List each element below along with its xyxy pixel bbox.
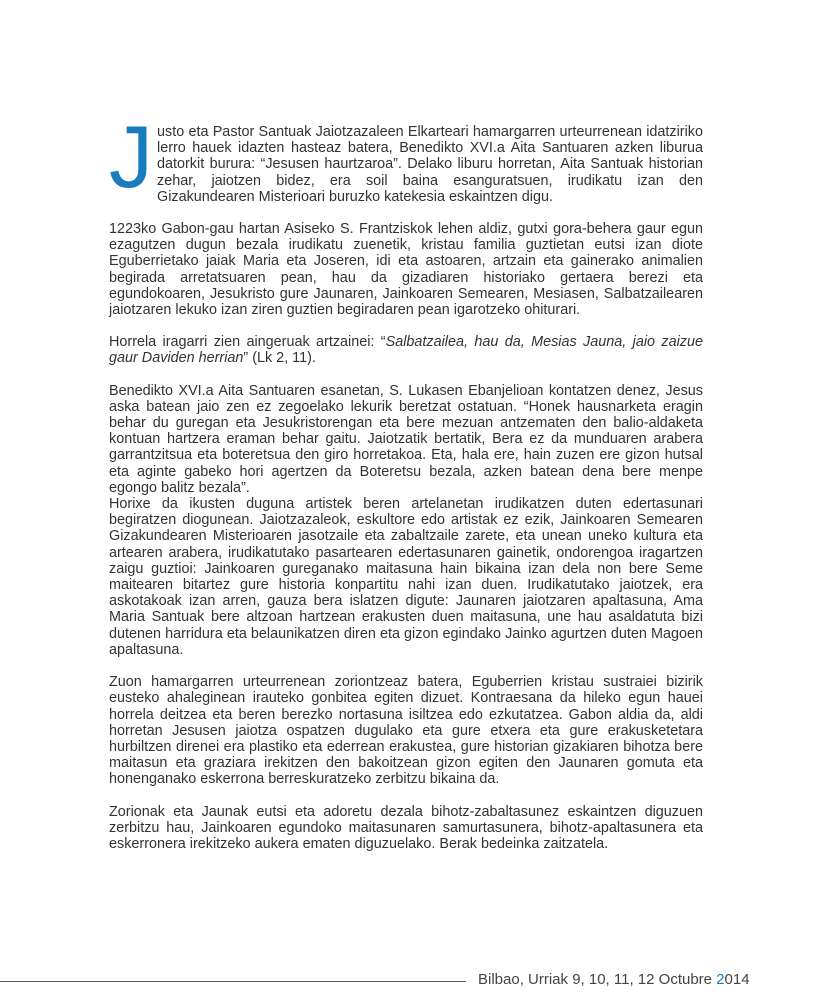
intro-paragraph xyxy=(109,107,703,206)
quote-text: Salbatzailea, hau da, Mesias Jauna, jaio zaizue gaur Daviden herrian xyxy=(109,334,703,367)
footer-place-date xyxy=(478,970,750,990)
quote-reference: ” (Lk 2, 11). xyxy=(243,350,316,367)
footer-divider xyxy=(0,981,466,982)
quote-lead: Horrela iragarri zien aingeruak artzainei: “ xyxy=(109,334,386,351)
footer-year-accent: 2 xyxy=(716,971,725,988)
paragraph-nativity-history: 1223ko Gabon-gau hartan Asiseko S. Frantziskok lehen aldiz, gutxi gora-behera gaur egun ezagutzen dugun bezala irudikatu zuenetik, kristau familia guztietan eutsi izan diote Eguberrietako jaiak Maria eta Joseren, idi eta astoaren, artzain eta gainerako animalien begirada arretatsuaren pean, hau da gizadiaren historiako gertaera berezi eta egundokoaren, Jesukristo gure Jaunaren, Jainkoaren Semearen, Mesiasen, Salbatzailearen jaiotzaren lekuko izan ziren guztien begiradaren pean igarotzeko ohiturari. xyxy=(109,221,703,319)
paragraph-angel-quote xyxy=(109,334,703,366)
article-body xyxy=(109,107,703,868)
page-footer xyxy=(0,970,813,992)
footer-dates: Bilbao, Urriak 9, 10, 11, 12 Octubre xyxy=(478,971,717,988)
footer-year-rest: 014 xyxy=(724,971,750,988)
paragraph-blessing: Zorionak eta Jaunak eutsi eta adoretu dezala bihotz-zabaltasunez eskaintzen diguzuen zerbitzu hau, Jainkoaren egundoko maitasunaren samurtasunera, bihotz-apaltasunera eta eskerronera irekitzeko aukera ematen diguzuelako. Berak bedeinka zaitzatela. xyxy=(109,803,703,852)
dropcap-letter: J xyxy=(109,107,153,206)
paragraph-artists: Horixe da ikusten duguna artistek beren artelanetan irudikatzen duten edertasunari begiratzen diogunean. Jaiotzazaleok, eskultore edo artistak ez ezik, Jainkoaren Semearen Gizakundearen Misterioaren jasotzaile eta zabaltzaile zarete, eta unean uneko kultura eta artearen arabera, irudikatutako pasartearen edertasunaren gainetik, ondorengoa iragartzen zaigu guztioi: Jainkoaren gureganako maitasuna hain bikaina izan dela non bere Seme maitearen bitartez gure historia konpartitu nahi izan duen. Irudikatutako jaiotzek, era askotakoak izan arren, gauza bera islatzen digute: Jaunaren jaiotzaren apaltasuna, Ama Maria Santuak bere altzoan hartzean erakusten duen maitasuna, une hau asaldatuta bizi dutenen harridura eta belaunikatzen diren eta gizon egindako Jainko agurtzen duten Magoen apaltasuna. xyxy=(109,496,703,658)
paragraph-anniversary: Zuon hamargarren urteurrenean zoriontzeaz batera, Eguberrien kristau sustraiei bizirik eusteko ahaleginean irauteko gonbitea egiten dizuet. Kontraesana da hileko egun hauei horrela deitzea eta beren berezko nortasuna isiltzea edo ezkutatzea. Gabon aldia da, aldi horretan Jesusen jaiotza ospatzen dugulako eta gure etxera eta gure erakusketetara hurbiltzen direnei era plastiko eta ederrean erakustea, gure historian gizakiaren bihotza bere maitasun eta graziara irekitzen den bakoitzean gizon egiten den Jaunaren gomuta eta honenganako eskerrona berreskuratzeko zerbitzu bikaina da. xyxy=(109,674,703,788)
paragraph-benedict: Benedikto XVI.a Aita Santuaren esanetan, S. Lukasen Ebanjelioan kontatzen denez, Jesus aska batean jaio zen ez zegoelako lekurik beretzat ostatuan. “Honek hausnarketa eragin behar du guregan eta Jesukristorengan eta bere mezuan antzematen den balio-aldaketa kontuan hartzera eraman behar gaitu. Jaiotzatik bertatik, Bera ez da munduaren arabera garrantzitsua eta boteretsua den giro horretakoa. Eta, hala ere, hain zuzen ere gizon hutsal eta aginte gabeko hori agertzen da Boteretsu bezala, azken batean dena bere menpe egongo balitz bezala”. xyxy=(109,382,703,496)
intro-text: usto eta Pastor Santuak Jaiotzazaleen Elkarteari hamargarren urteurrenean idatziriko lerro hauek idazten hasteaz batera, Benedikto XVI.a Aita Santuaren azken liburua datorkit burura: “Jesusen haurtzaroa”. Delako liburu horretan, Aita Santuak historian zehar, jaiotzen bidez, era soil baina esanguratsuen, irudikatu izan den Gizakundearen Misterioari buruzko katekesia eskaintzen digu. xyxy=(157,124,703,205)
